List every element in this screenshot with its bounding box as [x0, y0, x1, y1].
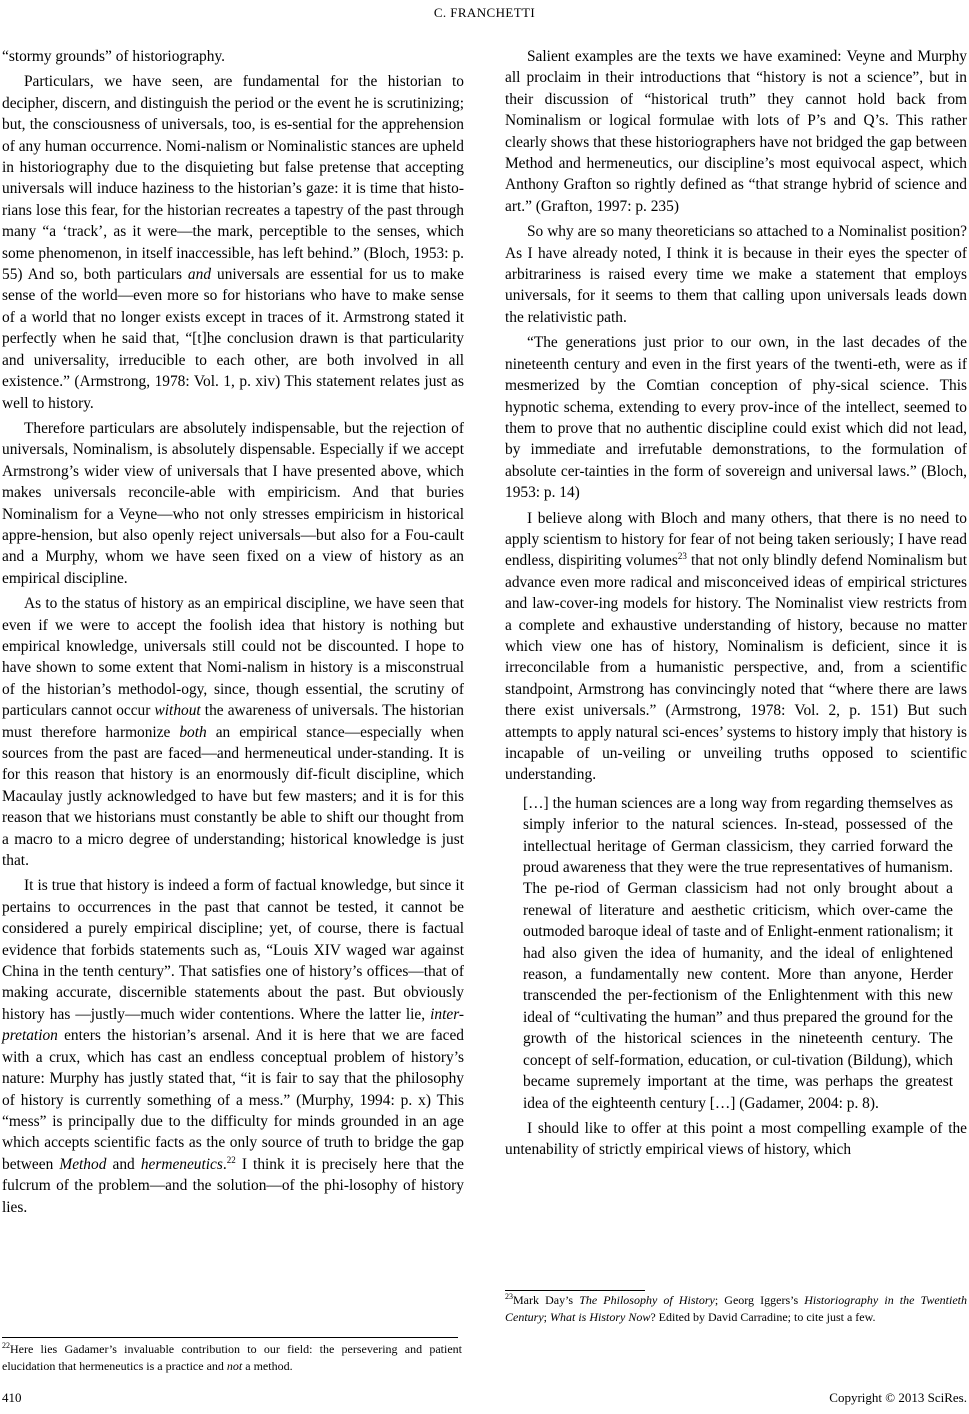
footnote-22: $^{22}$Here lies Gadamer’s invaluable contribution to our field: the persevering and patient elucidation that hermeneutics is a practice and not a method. [2, 1341, 462, 1373]
footnote-rule [505, 1290, 645, 1291]
page-number: 410 [2, 1390, 22, 1405]
block-quote: […] the human sciences are a long way from regarding themselves as simply inferior to the natural sciences. In-stead, possessed of the intellectual heritage of German classicism, they carried forward the proud awareness that they were the true representatives of humanism. The pe-riod of German classicism had not only brought about a renewal of literature and aesthetic criticism, which over-came the outmoded baroque ideal of taste and of Enlight-enment rationalism; it had also given the idea of humanity, and the ideal of enlightened reason, a fundamentally new content. More than anyone, Herder transcended the per-fectionism of the Enlightenment with this new ideal of “cultivating the human” and thus prepared the ground for the growth of the historical sciences in the nineteenth century. The concept of self-formation, education, or cul-tivation (Bildung), which became supremely important at the time, was perhaps the greatest idea of the eighteenth century […] (Gadamer, 2004: p. 8). [523, 794, 953, 1112]
footnote-23: $^{23}$Mark Day’s The Philosophy of History; Georg Iggers’s Historiography in the Twentieth Century; What is History Now? Edited by David Carradine; to cite just a few. [505, 1292, 967, 1324]
right-column [505, 46, 967, 1161]
paragraph: Salient examples are the texts we have examined: Veyne and Murphy all proclaim in their introductions that “history is not a science”, but in their discussion of “historical truth” they cannot hold back from Nominalism or logical formulae with lots of P’s and Q’s. This rather clearly shows that these historiographers have not bridged the gap between Method and hermeneutics, our discipline’s most equivocal aspect, which Anthony Grafton so rightly defined as “that strange hybrid of science and art.” (Grafton, 1997: p. 235) [505, 48, 967, 215]
paragraph: So why are so many theoreticians so attached to a Nominalist position? As I have already noted, I think it is because in their eyes the specter of arbitrariness is raised every time we make a statement that employs universals, for it seems to them that calling upon universals leads down the relativistic path. [505, 223, 967, 326]
copyright-notice: Copyright © 2013 SciRes. [829, 1390, 967, 1405]
paragraph: “The generations just prior to our own, in the last decades of the nineteenth century and even in the first years of the twenti-eth, were as if mesmerized by the Comtian conception of phy-sical science. This hypnotic schema, extending to every prov-ince of the intellect, seemed to them to prove that no authentic discipline could exist which did not lead, by immediate and irrefutable demonstrations, to the formulation of absolute cer-tainties in the form of sovereign and universal laws.” (Bloch, 1953: p. 14) [505, 334, 967, 502]
paragraph: Particulars, we have seen, are fundamental for the historian to decipher, discern, and distinguish the period or the event he is scrutinizing; but, the consciousness of universals, too, is es-sential for the apprehension of any human occurrence. Nomi-nalism or Nominalistic stances are upheld in historiography due to the disquieting but false pretense that accepting universals will induce haziness to the historian’s gaze: it is time that histo-rians lose this fear, for the historian recreates a tapestry of the past through many “a ‘track’, as it were—the mark, perceptible to the senses, which some phenomenon, in itself inaccessible, has left behind.” (Bloch, 1953: p. 55) And so, both particulars and universals are essential for us to make sense of the world—even more so for historians who have to make sense of a world that no longer exists except in traces of it. Armstrong stated it perfectly when he said that, “[t]he conclusion drawn is that particularity and universality, irreducible to each other, are both involved in all existence.” (Armstrong, 1978: Vol. 1, p. xiv) This statement relates just as well to history. [2, 73, 464, 412]
paragraph: As to the status of history as an empirical discipline, we have seen that even if we were to accept the foolish idea that history is nothing but empirical knowledge, universals still could not be discounted. I hope to have shown to some extent that Nomi-nalism in history is a misconstrual of the historian’s methodol-ogy, since, though essential, the scrutiny of particulars cannot occur without the awareness of universals. The historian must therefore harmonize both an empirical stance—especially when sources from the past are faced—and hermeneutical under-standing. It is for this reason that history is an enormously dif-ficult discipline, which Macaulay justly acknowledged to have but few masters; and it is for this reason that we historians must constantly be able to shift our thought from a macro to a micro degree of understanding; historical knowledge is just that. [2, 595, 464, 870]
footnote-ref-22[interactable]: 22 [226, 1154, 236, 1165]
running-head: C. FRANCHETTI [433, 5, 536, 20]
paragraph: It is true that history is indeed a form of factual knowledge, but since it pertains to occurrences in the past that cannot be tested, it cannot be considered a purely empirical discipline; yet, of course, there is factual evidence that forbids statements such as, “Louis XIV waged war against China in the tenth century”. That satisfies one of history’s offices—that of making accurate, discernible statements about the past. But obviously history has —justly—much wider contentions. Where the latter lie, inter-pretation enters the historian’s arsenal. And it is here that we are faced with a crux, which has cast an endless conceptual problem of history’s nature: Murphy has justly stated that, “it is fair to say that the philosophy of history is currently something of a mess.” (Murphy, 1994: p. x) This “mess” is principally due to the difficulty for minds grounded in an age which accepts scientific facts as the only source of truth to bridge the gap between Method and hermeneutics.$^{22}$ I think it is precisely here that the fulcrum of the problem—and the solution—of the phi-losophy of history lies. [2, 877, 464, 1216]
paragraph: Therefore particulars are absolutely indispensable, but the rejection of universals, Nominalism, is absolutely dispensable. Especially if we accept Armstrong’s wider view of universals that I have presented above, which makes universals reconcile-able with empiricism. And that buries Nominalism for a Veyne—who not only stresses empiricism in historical appre-hension, but also openly reject universals—but also for a Fou-cault and a Murphy, whom we have seen fixed on a view of history as an empirical discipline. [2, 419, 464, 587]
paragraph: “stormy grounds” of historiography. [2, 48, 225, 65]
left-column [2, 46, 464, 1218]
footnote-rule [2, 1337, 458, 1338]
footnote-ref-23[interactable]: 23 [677, 551, 687, 562]
paragraph: I should like to offer at this point a most compelling example of the untenability of strictly empirical views of history, which [505, 1119, 967, 1159]
paragraph: I believe along with Bloch and many others, that there is no need to apply scientism to history for fear of not being taken seriously; I have read endless, dispiriting volumes$^{23}$ that not only blindly defend Nominalism but advance even more radical and misconceived ideas of empirical strictures and law-cover-ing models for history. The Nominalist view restricts from a complete and exhaustive understanding of history, because no matter which view one has of history, Nominalism is deficient, since it is irreconcilable from a humanistic perspective, and, from a scientific standpoint, Armstrong has convincingly noted that “where there are laws there exist universals.” (Armstrong, 1978: Vol. 2, p. 151) But such attempts to apply natural sci-ences’ systems to history imply that history is incapable of un-veiling or unveiling truths opposed to scientific understanding. [505, 509, 967, 784]
